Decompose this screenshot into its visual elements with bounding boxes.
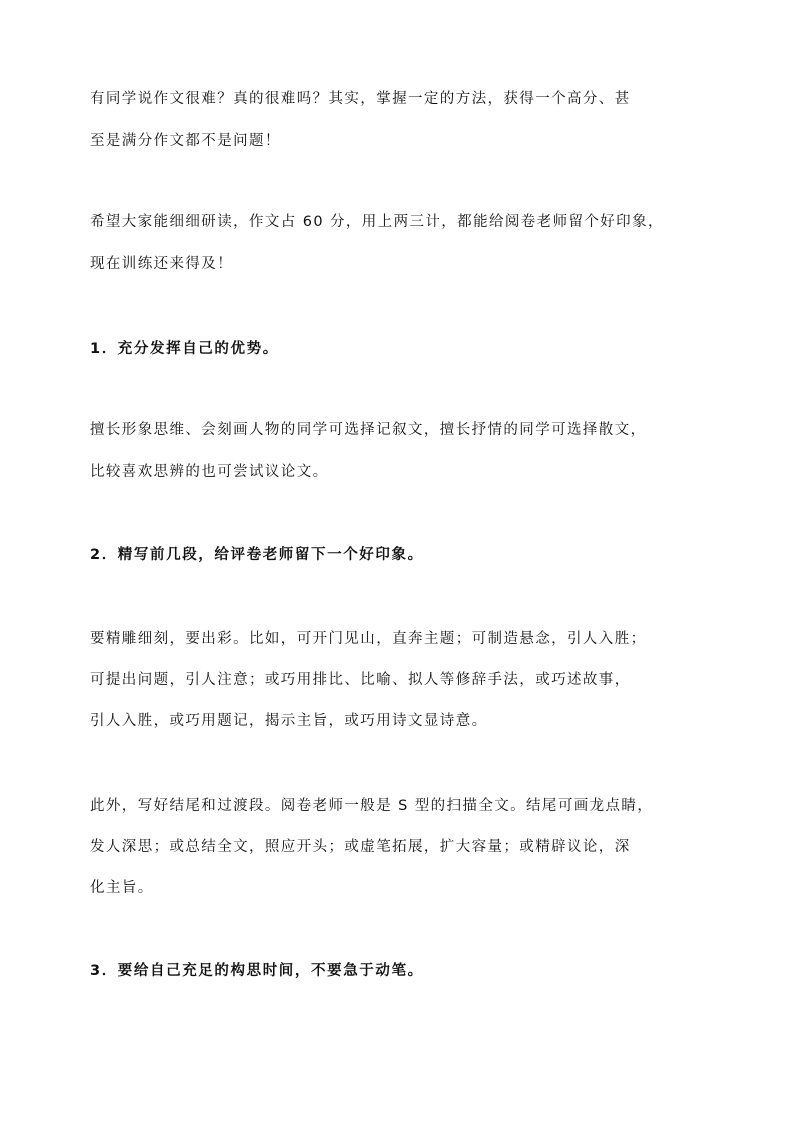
paragraph-5-line-3: 化主旨。 bbox=[90, 880, 154, 896]
section-heading-1: 1．充分发挥自己的优势。 bbox=[90, 341, 279, 357]
section-heading-3: 3．要给自己充足的构思时间，不要急于动笔。 bbox=[90, 963, 424, 979]
paragraph-2-line-1: 希望大家能细细研读，作文占 60 分，用上两三计，都能给阅卷老师留个好印象， bbox=[90, 214, 664, 230]
paragraph-3-line-1: 擅长形象思维、会刻画人物的同学可选择记叙文，擅长抒情的同学可选择散文， bbox=[90, 422, 647, 438]
paragraph-5-line-2: 发人深思；或总结全文，照应开头；或虚笔拓展，扩大容量；或精辟议论，深 bbox=[90, 839, 631, 855]
paragraph-3-line-2: 比较喜欢思辨的也可尝试议论文。 bbox=[90, 464, 329, 480]
paragraph-1-line-1: 有同学说作文很难？真的很难吗？其实，掌握一定的方法，获得一个高分、甚 bbox=[90, 91, 631, 107]
paragraph-4-line-1: 要精雕细刻，要出彩。比如，可开门见山，直奔主题；可制造悬念，引人入胜； bbox=[90, 631, 647, 647]
section-heading-2: 2．精写前几段，给评卷老师留下一个好印象。 bbox=[90, 547, 424, 563]
paragraph-1-line-2: 至是满分作文都不是问题！ bbox=[90, 133, 281, 149]
paragraph-2-line-2: 现在训练还来得及！ bbox=[90, 256, 234, 272]
paragraph-4-line-3: 引人入胜，或巧用题记，揭示主旨，或巧用诗文显诗意。 bbox=[90, 713, 488, 729]
paragraph-4-line-2: 可提出问题，引人注意；或巧用排比、比喻、拟人等修辞手法，或巧述故事， bbox=[90, 672, 631, 688]
paragraph-5-line-1: 此外，写好结尾和过渡段。阅卷老师一般是 S 型的扫描全文。结尾可画龙点睛， bbox=[90, 798, 654, 814]
